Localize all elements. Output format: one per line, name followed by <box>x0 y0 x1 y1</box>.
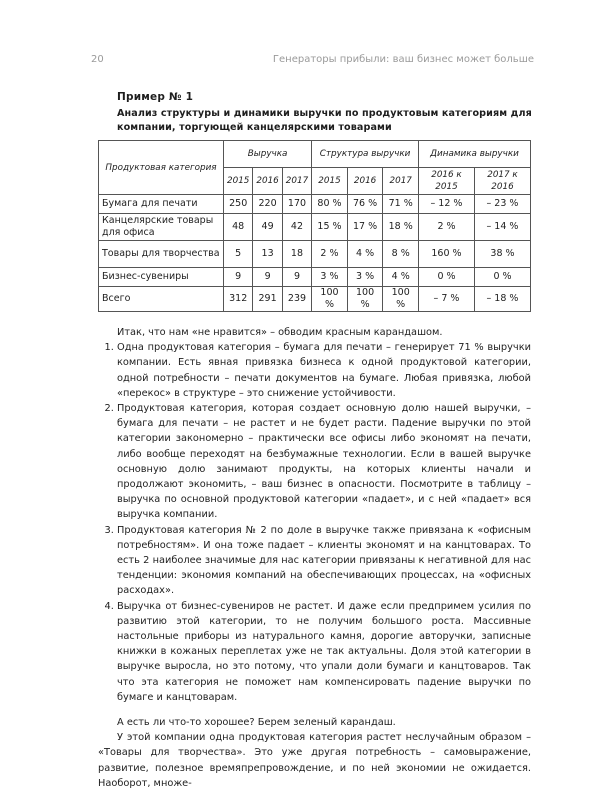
table-cell: 18 <box>282 241 311 268</box>
example-subtitle: Анализ структуры и динамики выручки по продуктовым категориям для компании, торгующей канцелярскими товарами <box>117 108 532 133</box>
page-header <box>91 54 534 65</box>
page-number: 20 <box>91 54 104 65</box>
table-cell: – 14 % <box>474 214 530 241</box>
year-header: 2017 к 2016 <box>474 168 530 195</box>
table-cell: 9 <box>224 268 253 287</box>
table-cell: 49 <box>253 214 282 241</box>
table-cell: 2 % <box>312 241 348 268</box>
table-cell: 100 % <box>347 287 383 312</box>
example-title: Пример № 1 <box>117 91 194 103</box>
table-row-total <box>99 287 531 312</box>
green-intro-paragraph: А есть ли что-то хорошее? Берем зеленый карандаш. <box>117 717 396 729</box>
table-cell: 0 % <box>474 268 530 287</box>
table-cell: 3 % <box>347 268 383 287</box>
table-cell: 250 <box>224 195 253 214</box>
table-cell: 5 <box>224 241 253 268</box>
category-header: Продуктовая категория <box>99 141 224 195</box>
table-cell: 291 <box>253 287 282 312</box>
year-header: 2016 <box>347 168 383 195</box>
year-header: 2015 <box>312 168 348 195</box>
year-header: 2016 к 2015 <box>419 168 475 195</box>
table-cell: 0 % <box>419 268 475 287</box>
table-cell: 100 % <box>312 287 348 312</box>
table-cell: 4 % <box>383 268 419 287</box>
table-cell: 312 <box>224 287 253 312</box>
body-text <box>98 325 531 791</box>
list-item: 2. Продуктовая категория, которая создает основную долю нашей выручки, – бумага для печати – не растет и не будет расти. Падение выручки по этой категории закономерно – практически все офисы либо экономят на печати, либо вообще переходят на безбумажные технологии. Если в вашей выручке основную долю занимают продукты, на которых клиенты начали и продолжают экономить, – ваш бизнес в опасности. Посмотрите в таблицу – выручка по основной продуктовой категории «падает», и с ней «падает» вся выручка компании. <box>117 401 531 523</box>
table-cell: 9 <box>282 268 311 287</box>
table-cell: 71 % <box>383 195 419 214</box>
row-label: Товары для творчества <box>99 241 224 268</box>
table-row <box>99 214 531 241</box>
numbered-list <box>98 340 531 705</box>
year-header: 2015 <box>224 168 253 195</box>
year-header: 2017 <box>383 168 419 195</box>
table-cell: – 7 % <box>419 287 475 312</box>
table-cell: 38 % <box>474 241 530 268</box>
table-cell: 17 % <box>347 214 383 241</box>
table-cell: 220 <box>253 195 282 214</box>
year-header: 2016 <box>253 168 282 195</box>
table-cell: 3 % <box>312 268 348 287</box>
table-cell: 18 % <box>383 214 419 241</box>
table-cell: 8 % <box>383 241 419 268</box>
row-label: Всего <box>99 287 224 312</box>
table-cell: – 23 % <box>474 195 530 214</box>
table-cell: 76 % <box>347 195 383 214</box>
table-cell: 2 % <box>419 214 475 241</box>
table-cell: 9 <box>253 268 282 287</box>
row-label: Бумага для печати <box>99 195 224 214</box>
year-header: 2017 <box>282 168 311 195</box>
table-row <box>99 241 531 268</box>
list-item: 4. Выручка от бизнес-сувениров не растет. И даже если предпримем усилия по развитию этой категории, то не получим большого роста. Массивные настольные приборы из натурального камня, дорогие авторучки, записные книжки в кожаных переплетах уже не так актуальны. Доля этой категории в выручке выросла, но это потому, что упали доли бумаги и канцтоваров. Так что эта категория не поможет нам компенсировать падение выручки по бумаге и канцтоварам. <box>117 599 531 705</box>
row-label: Канцелярские товары для офиса <box>99 214 224 241</box>
dynamics-group-header: Динамика выручки <box>419 141 531 168</box>
row-label: Бизнес-сувениры <box>99 268 224 287</box>
table-cell: 4 % <box>347 241 383 268</box>
table-cell: 13 <box>253 241 282 268</box>
spacer <box>98 705 531 715</box>
table-cell: – 18 % <box>474 287 530 312</box>
revenue-table <box>98 140 531 312</box>
table-row <box>99 195 531 214</box>
table-cell: 15 % <box>312 214 348 241</box>
list-item: 1. Одна продуктовая категория – бумага для печати – генерирует 71 % выручки компании. Есть явная привязка бизнеса к одной продуктовой категории, одной потребности – печати документов на бумаге. Любая привязка, любой «перекос» в структуре – это снижение устойчивости. <box>117 340 531 401</box>
running-title: Генераторы прибыли: ваш бизнес может больше <box>272 54 534 65</box>
table-cell: – 12 % <box>419 195 475 214</box>
table-cell: 80 % <box>312 195 348 214</box>
revenue-group-header: Выручка <box>224 141 312 168</box>
table-cell: 239 <box>282 287 311 312</box>
table-cell: 48 <box>224 214 253 241</box>
list-item: 3. Продуктовая категория № 2 по доле в выручке также привязана к «офисным потребностям». И она тоже падает – клиенты экономят и на канцтоварах. То есть 2 наиболее значимые для нас категории привязаны к негативной для нас тенденции: экономия компаний на обеспечивающих процессах, на «офисных расходах». <box>117 523 531 599</box>
table-cell: 160 % <box>419 241 475 268</box>
table-row <box>99 268 531 287</box>
intro-paragraph: Итак, что нам «не нравится» – обводим красным карандашом. <box>117 327 443 338</box>
structure-group-header: Структура выручки <box>312 141 419 168</box>
last-paragraph: У этой компании одна продуктовая категория растет неслучайным образом – «Товары для творчества». Это уже другая потребность – самовыражение, развитие, полезное времяпрепровождение, и по ней экономии не ожидается. Наоборот, множе- <box>98 732 531 789</box>
table-cell: 170 <box>282 195 311 214</box>
table-cell: 100 % <box>383 287 419 312</box>
table-cell: 42 <box>282 214 311 241</box>
